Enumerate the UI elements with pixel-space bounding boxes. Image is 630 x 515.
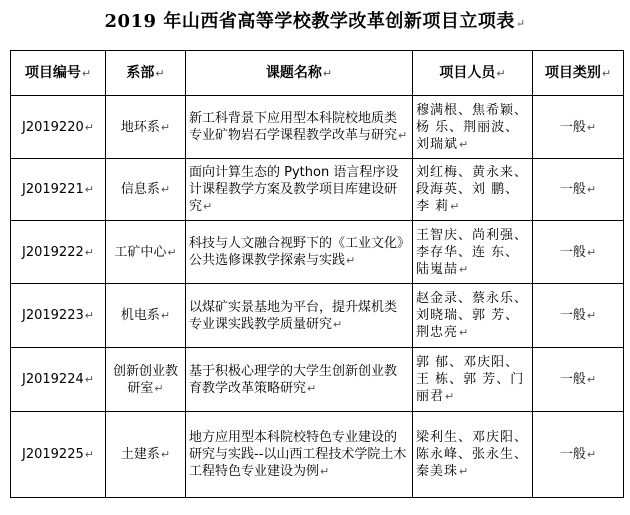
- header-label: 项目人员: [439, 64, 496, 81]
- table-row: [11, 221, 624, 284]
- paragraph-mark-icon: ↵: [154, 381, 164, 395]
- paragraph-mark-icon: ↵: [586, 245, 597, 259]
- project-id: J2019225: [22, 447, 84, 462]
- topic: 面向计算生态的 Python 语言程序设计课程教学方案及教学项目库建设研究: [189, 165, 399, 214]
- members-cell: [413, 412, 533, 498]
- header-category: [533, 51, 624, 96]
- members: 刘红梅、黄永来、段海英、刘 鹏、李 莉: [416, 165, 529, 214]
- table-row: [11, 348, 624, 412]
- members-cell: [413, 348, 533, 412]
- topic-cell: [186, 284, 413, 348]
- header-topic: [186, 51, 413, 96]
- department-cell: [106, 412, 186, 498]
- project-id-cell: [11, 159, 106, 221]
- table-header-row: [11, 51, 624, 96]
- paragraph-mark-icon: ↵: [84, 373, 94, 386]
- paragraph-mark-icon: ↵: [84, 309, 94, 322]
- department: 地环系: [120, 119, 160, 135]
- header-project-id: [11, 51, 106, 96]
- paragraph-mark-icon: ↵: [496, 66, 506, 80]
- paragraph-mark-icon: ↵: [160, 183, 171, 196]
- topic-cell: [186, 159, 413, 221]
- title-text: 2019 年山西省高等学校教学改革创新项目立项表: [104, 11, 515, 32]
- paragraph-mark-icon: ↵: [322, 66, 333, 80]
- header-label: 系部: [126, 64, 155, 81]
- members-cell: [413, 96, 533, 159]
- department-cell: [106, 348, 186, 412]
- paragraph-mark-icon: ↵: [586, 183, 597, 196]
- paragraph-mark-icon: ↵: [84, 448, 94, 461]
- department-cell: [106, 284, 186, 348]
- paragraph-mark-icon: ↵: [84, 120, 94, 134]
- department-cell: [106, 221, 186, 284]
- members-cell: [413, 221, 533, 284]
- paragraph-mark-icon: ↵: [586, 309, 597, 322]
- category-cell: [533, 159, 624, 221]
- header-label: 项目类别: [544, 64, 601, 81]
- paragraph-mark-icon: ↵: [586, 373, 597, 386]
- department: 信息系: [120, 182, 160, 197]
- topic-cell: [186, 221, 413, 284]
- paragraph-mark-icon: ↵: [320, 465, 330, 478]
- members: 赵金录、蔡永乐、刘晓瑞、郭 芳、荆忠亮: [416, 291, 529, 340]
- paragraph-mark-icon: ↵: [459, 262, 470, 276]
- members: 穆满根、焦希颖、杨 乐、荆丽波、刘瑞斌: [416, 102, 529, 152]
- project-id: J2019222: [22, 244, 84, 260]
- category: 一般: [559, 308, 586, 323]
- paragraph-mark-icon: ↵: [167, 245, 177, 259]
- project-id: J2019224: [22, 372, 84, 387]
- project-id: J2019221: [22, 182, 84, 197]
- category: 一般: [559, 447, 586, 462]
- paragraph-mark-icon: ↵: [81, 66, 92, 80]
- department: 土建系: [120, 447, 160, 462]
- header-members: [413, 51, 533, 96]
- topic: 以煤矿实景基地为平台，提升煤机类专业课实践教学质量研究: [189, 299, 398, 332]
- department-cell: [106, 96, 186, 159]
- table-row: [11, 284, 624, 348]
- topic: 基于积极心理学的大学生创新创业教育教学改革策略研究: [189, 363, 398, 396]
- paragraph-mark-icon: ↵: [601, 66, 612, 80]
- topic-cell: [186, 412, 413, 498]
- paragraph-mark-icon: ↵: [203, 200, 213, 213]
- header-label: 课题名称: [265, 64, 322, 81]
- paragraph-mark-icon: ↵: [307, 381, 317, 395]
- project-id-cell: [11, 221, 106, 284]
- topic-cell: [186, 96, 413, 159]
- table-row: [11, 412, 624, 498]
- paragraph-mark-icon: ↵: [333, 317, 343, 331]
- paragraph-mark-icon: ↵: [84, 183, 94, 196]
- table-row: [11, 159, 624, 221]
- project-table: [10, 50, 624, 498]
- paragraph-mark-icon: ↵: [586, 448, 597, 461]
- category: 一般: [559, 372, 586, 387]
- document-title: [0, 10, 630, 36]
- paragraph-mark-icon: ↵: [160, 309, 171, 322]
- paragraph-mark-icon: ↵: [459, 326, 470, 339]
- project-id-cell: [11, 96, 106, 159]
- paragraph-mark-icon: ↵: [160, 448, 171, 461]
- paragraph-mark-icon: ↵: [450, 200, 461, 213]
- paragraph-mark-icon: ↵: [160, 120, 171, 134]
- topic-cell: [186, 348, 413, 412]
- department: 机电系: [120, 308, 160, 323]
- paragraph-mark-icon: ↵: [459, 465, 470, 478]
- paragraph-mark-icon: ↵: [346, 254, 356, 267]
- department: 工矿中心: [114, 244, 167, 260]
- category-cell: [533, 221, 624, 284]
- category: 一般: [559, 182, 586, 197]
- paragraph-mark-icon: ↵: [445, 390, 456, 403]
- paragraph-mark-icon: ↵: [84, 245, 94, 259]
- project-id: J2019223: [22, 308, 84, 323]
- category: 一般: [559, 119, 586, 135]
- topic: 新工科背景下应用型本科院校地质类专业矿物岩石学课程教学改革与研究: [189, 111, 398, 143]
- members: 梁利生、邓庆阳、陈永峰、张永生、秦美珠: [416, 430, 529, 479]
- project-id-cell: [11, 284, 106, 348]
- category: 一般: [559, 244, 586, 260]
- category-cell: [533, 96, 624, 159]
- paragraph-mark-icon: ↵: [398, 129, 408, 142]
- table-row: [11, 96, 624, 159]
- members: 郭 郁、邓庆阳、王 栋、郭 芳、门丽君: [416, 355, 525, 404]
- header-department: [106, 51, 186, 96]
- department: 创新创业教研室: [112, 363, 178, 396]
- members-cell: [413, 284, 533, 348]
- project-id-cell: [11, 348, 106, 412]
- members: 王智庆、尚利强、李存华、连 东、陆嵬喆: [416, 227, 529, 277]
- paragraph-mark-icon: ↵: [155, 66, 165, 80]
- topic: 科技与人文融合视野下的《工业文化》公共选修课教学探索与实践: [189, 236, 404, 268]
- header-label: 项目编号: [24, 64, 81, 81]
- paragraph-mark-icon: ↵: [586, 120, 597, 134]
- project-id: J2019220: [22, 119, 84, 135]
- paragraph-mark-icon: ↵: [515, 17, 526, 30]
- paragraph-mark-icon: ↵: [459, 137, 470, 151]
- topic: 地方应用型本科院校特色专业建设的研究与实践--以山西工程技术学院土木工程特色专业建设为例: [189, 430, 407, 479]
- members-cell: [413, 159, 533, 221]
- category-cell: [533, 284, 624, 348]
- category-cell: [533, 348, 624, 412]
- project-id-cell: [11, 412, 106, 498]
- department-cell: [106, 159, 186, 221]
- category-cell: [533, 412, 624, 498]
